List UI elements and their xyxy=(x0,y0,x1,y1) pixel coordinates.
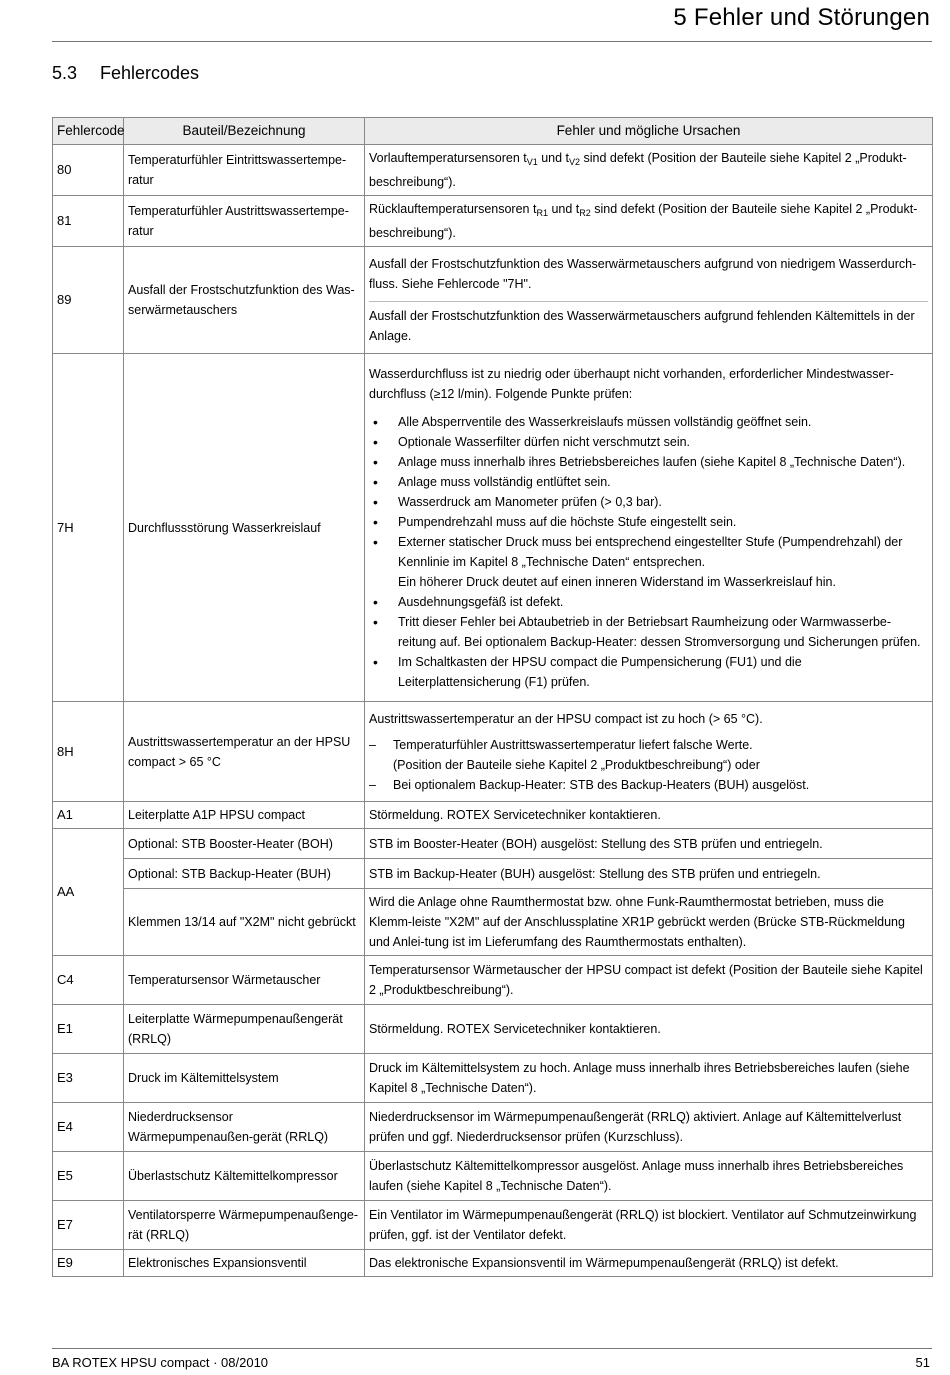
error-code-table xyxy=(52,117,933,1277)
list-item: • Anlage muss innerhalb ihres Betriebsbereiches laufen (siehe Kapitel 8 „Technische Daten“). xyxy=(369,452,928,472)
table-row xyxy=(53,802,933,829)
cause-text: Druck im Kältemittelsystem zu hoch. Anlage muss innerhalb ihres Betriebsbereiches laufen (siehe Kapitel 8 „Technische Daten“). xyxy=(365,1054,933,1103)
error-code: E7 xyxy=(53,1201,124,1250)
chapter-title: 5 Fehler und Störungen xyxy=(673,4,930,31)
list-item xyxy=(369,532,928,592)
table-row xyxy=(53,196,933,247)
error-code: E9 xyxy=(53,1250,124,1277)
list-item: • Wasserdruck am Manometer prüfen (> 0,3 bar). xyxy=(369,492,928,512)
error-code: 8H xyxy=(53,702,124,802)
cause-item: Ausfall der Frostschutzfunktion des Wasserwärmetauschers aufgrund von niedrigem Wasserdurch-fluss. Siehe Fehlercode "7H". xyxy=(369,257,917,291)
list-item: • Alle Absperrventile des Wasserkreislaufs müssen vollständig geöffnet sein. xyxy=(369,412,928,432)
dash-list xyxy=(369,735,928,795)
cause-text: Störmeldung. ROTEX Servicetechniker kontaktieren. xyxy=(365,1005,933,1054)
cause-text: STB im Backup-Heater (BUH) ausgelöst: Stellung des STB prüfen und entriegeln. xyxy=(365,859,933,889)
component-name: Austrittswassertemperatur an der HPSU compact > 65 °C xyxy=(124,702,365,802)
table-row xyxy=(53,859,933,889)
cause-text: Wird die Anlage ohne Raumthermostat bzw. ohne Funk-Raumthermostat betrieben, muss die Klemm-leiste "X2M" auf der Anschlussplatine XR1P gebrückt werden (Brücke STB-Rückmeldung und Anlei-tung ist im Lieferumfang des Raumthermostats enthalten). xyxy=(365,889,933,956)
list-item: • Optionale Wasserfilter dürfen nicht verschmutzt sein. xyxy=(369,432,928,452)
error-code: AA xyxy=(53,829,124,956)
list-item: – Bei optionalem Backup-Heater: STB des Backup-Heaters (BUH) ausgelöst. xyxy=(369,775,928,795)
component-name: Temperaturfühler Austrittswassertempe-ratur xyxy=(124,196,365,247)
component-name: Druck im Kältemittelsystem xyxy=(124,1054,365,1103)
cause-part: sind defekt (Position der Bauteile siehe Kapitel 2 „Produkt-beschreibung“). xyxy=(369,202,918,240)
section-number: 5.3 xyxy=(52,63,78,83)
component-name: Ausfall der Frostschutzfunktion des Was-serwärmetauschers xyxy=(124,247,365,354)
table-row xyxy=(53,145,933,196)
component-name: Leiterplatte Wärmepumpenaußengerät (RRLQ) xyxy=(124,1005,365,1054)
subscript: V1 xyxy=(526,157,538,167)
error-code: E4 xyxy=(53,1103,124,1152)
error-code: C4 xyxy=(53,956,124,1005)
cause-text xyxy=(365,247,933,354)
error-code: 7H xyxy=(53,354,124,702)
cause-text xyxy=(365,702,933,802)
error-code: A1 xyxy=(53,802,124,829)
table-row xyxy=(53,1152,933,1201)
cause-text xyxy=(365,354,933,702)
component-name: Überlastschutz Kältemittelkompressor xyxy=(124,1152,365,1201)
component-name: Durchflussstörung Wasserkreislauf xyxy=(124,354,365,702)
table-row xyxy=(53,1054,933,1103)
component-name: Ventilatorsperre Wärmepumpenaußenge-rät (RRLQ) xyxy=(124,1201,365,1250)
list-item: • Pumpendrehzahl muss auf die höchste Stufe eingestellt sein. xyxy=(369,512,928,532)
component-name: Optional: STB Backup-Heater (BUH) xyxy=(124,859,365,889)
list-item xyxy=(369,735,928,775)
error-code: 89 xyxy=(53,247,124,354)
list-item-text: – Temperaturfühler Austrittswassertemperatur liefert falsche Werte. xyxy=(393,737,753,752)
cause-part: Rücklauftemperatursensoren t xyxy=(369,202,537,216)
table-row xyxy=(53,829,933,859)
cause-text: Temperatursensor Wärmetauscher der HPSU compact ist defekt (Position der Bauteile siehe Kapitel 2 „Produktbeschreibung“). xyxy=(365,956,933,1005)
list-item: • Anlage muss vollständig entlüftet sein. xyxy=(369,472,928,492)
component-name: Temperaturfühler Eintrittswassertempe-ratur xyxy=(124,145,365,196)
table-row xyxy=(53,702,933,802)
header-rule xyxy=(52,41,932,42)
error-code: E3 xyxy=(53,1054,124,1103)
cause-intro: Wasserdurchfluss ist zu niedrig oder überhaupt nicht vorhanden, erforderlicher Mindestwasser-durchfluss (≥12 l/min). Folgende Punkte prüfen: xyxy=(369,366,894,401)
error-code: 81 xyxy=(53,196,124,247)
list-item: • Tritt dieser Fehler bei Abtaubetrieb in der Betriebsart Raumheizung oder Warmwasserbe-reitung auf. Bei optionalem Backup-Heater: dessen Stromversorgung und Sicherungen prüfen. xyxy=(369,612,928,652)
section-title: Fehlercodes xyxy=(100,63,200,83)
table-row xyxy=(53,1103,933,1152)
subscript: R1 xyxy=(536,208,548,218)
table-row xyxy=(53,247,933,354)
cause-text xyxy=(365,196,933,247)
table-row xyxy=(53,1250,933,1277)
cause-text: Störmeldung. ROTEX Servicetechniker kontaktieren. xyxy=(365,802,933,829)
list-item-text: • Externer statischer Druck muss bei entsprechend eingestellter Stufe (Pumpendrehzahl) der Kennlinie im Kapitel 8 „Technische Daten“ entsprechen. xyxy=(398,534,903,569)
cause-part: und t xyxy=(537,151,570,165)
component-name: Leiterplatte A1P HPSU compact xyxy=(124,802,365,829)
error-code: E5 xyxy=(53,1152,124,1201)
component-name: Temperatursensor Wärmetauscher xyxy=(124,956,365,1005)
component-name: Elektronisches Expansionsventil xyxy=(124,1250,365,1277)
table-row xyxy=(53,956,933,1005)
list-item-note: Ein höherer Druck deutet auf einen inneren Widerstand im Wasserkreislauf hin. xyxy=(398,574,836,589)
cause-intro: Austrittswassertemperatur an der HPSU compact ist zu hoch (> 65 °C). xyxy=(369,711,763,726)
table-row xyxy=(53,889,933,956)
list-item: • Ausdehnungsgefäß ist defekt. xyxy=(369,592,928,612)
error-code: E1 xyxy=(53,1005,124,1054)
cause-text: Niederdrucksensor im Wärmepumpenaußengerät (RRLQ) aktiviert. Anlage auf Kältemittelverlust prüfen und ggf. Niederdrucksensor prüfen (Kurzschluss). xyxy=(365,1103,933,1152)
cause-text xyxy=(365,145,933,196)
section-heading xyxy=(52,63,199,84)
check-list xyxy=(369,412,928,692)
list-item-note: (Position der Bauteile siehe Kapitel 2 „Produktbeschreibung“) oder xyxy=(393,757,760,772)
page-number: 51 xyxy=(915,1355,930,1370)
header-fehlercode: Fehlercode xyxy=(53,118,124,145)
component-name: Optional: STB Booster-Heater (BOH) xyxy=(124,829,365,859)
header-bauteil: Bauteil/Bezeichnung xyxy=(124,118,365,145)
footer-document-name: BA ROTEX HPSU compact · 08/2010 xyxy=(52,1355,269,1370)
table-row xyxy=(53,354,933,702)
subscript: R2 xyxy=(579,208,591,218)
table-header-row xyxy=(53,118,933,145)
cause-part: Vorlauftemperatursensoren t xyxy=(369,151,527,165)
cause-text: Das elektronische Expansionsventil im Wärmepumpenaußengerät (RRLQ) ist defekt. xyxy=(365,1250,933,1277)
cause-text: Ein Ventilator im Wärmepumpenaußengerät (RRLQ) ist blockiert. Ventilator auf Schmutzeinwirkung prüfen, ggf. ist der Ventilator defekt. xyxy=(365,1201,933,1250)
list-item: • Im Schaltkasten der HPSU compact die Pumpensicherung (FU1) und die Leiterplattensicherung (F1) prüfen. xyxy=(369,652,928,692)
cause-text: STB im Booster-Heater (BOH) ausgelöst: Stellung des STB prüfen und entriegeln. xyxy=(365,829,933,859)
cause-part: und t xyxy=(547,202,580,216)
footer-rule xyxy=(52,1348,932,1349)
table-row xyxy=(53,1201,933,1250)
cause-part: sind defekt (Position der Bauteile siehe Kapitel 2 „Produkt-beschreibung“). xyxy=(369,151,907,189)
component-name: Niederdrucksensor Wärmepumpenaußen-gerät (RRLQ) xyxy=(124,1103,365,1152)
cause-text: Überlastschutz Kältemittelkompressor ausgelöst. Anlage muss innerhalb ihres Betriebsbereiches laufen (siehe Kapitel 8 „Technische Daten“). xyxy=(365,1152,933,1201)
table-row xyxy=(53,1005,933,1054)
header-ursachen: Fehler und mögliche Ursachen xyxy=(365,118,933,145)
subscript: V2 xyxy=(569,157,581,167)
component-name: Klemmen 13/14 auf "X2M" nicht gebrückt xyxy=(124,889,365,956)
error-code: 80 xyxy=(53,145,124,196)
cause-item: Ausfall der Frostschutzfunktion des Wasserwärmetauschers aufgrund fehlenden Kältemittels in der Anlage. xyxy=(369,301,928,350)
